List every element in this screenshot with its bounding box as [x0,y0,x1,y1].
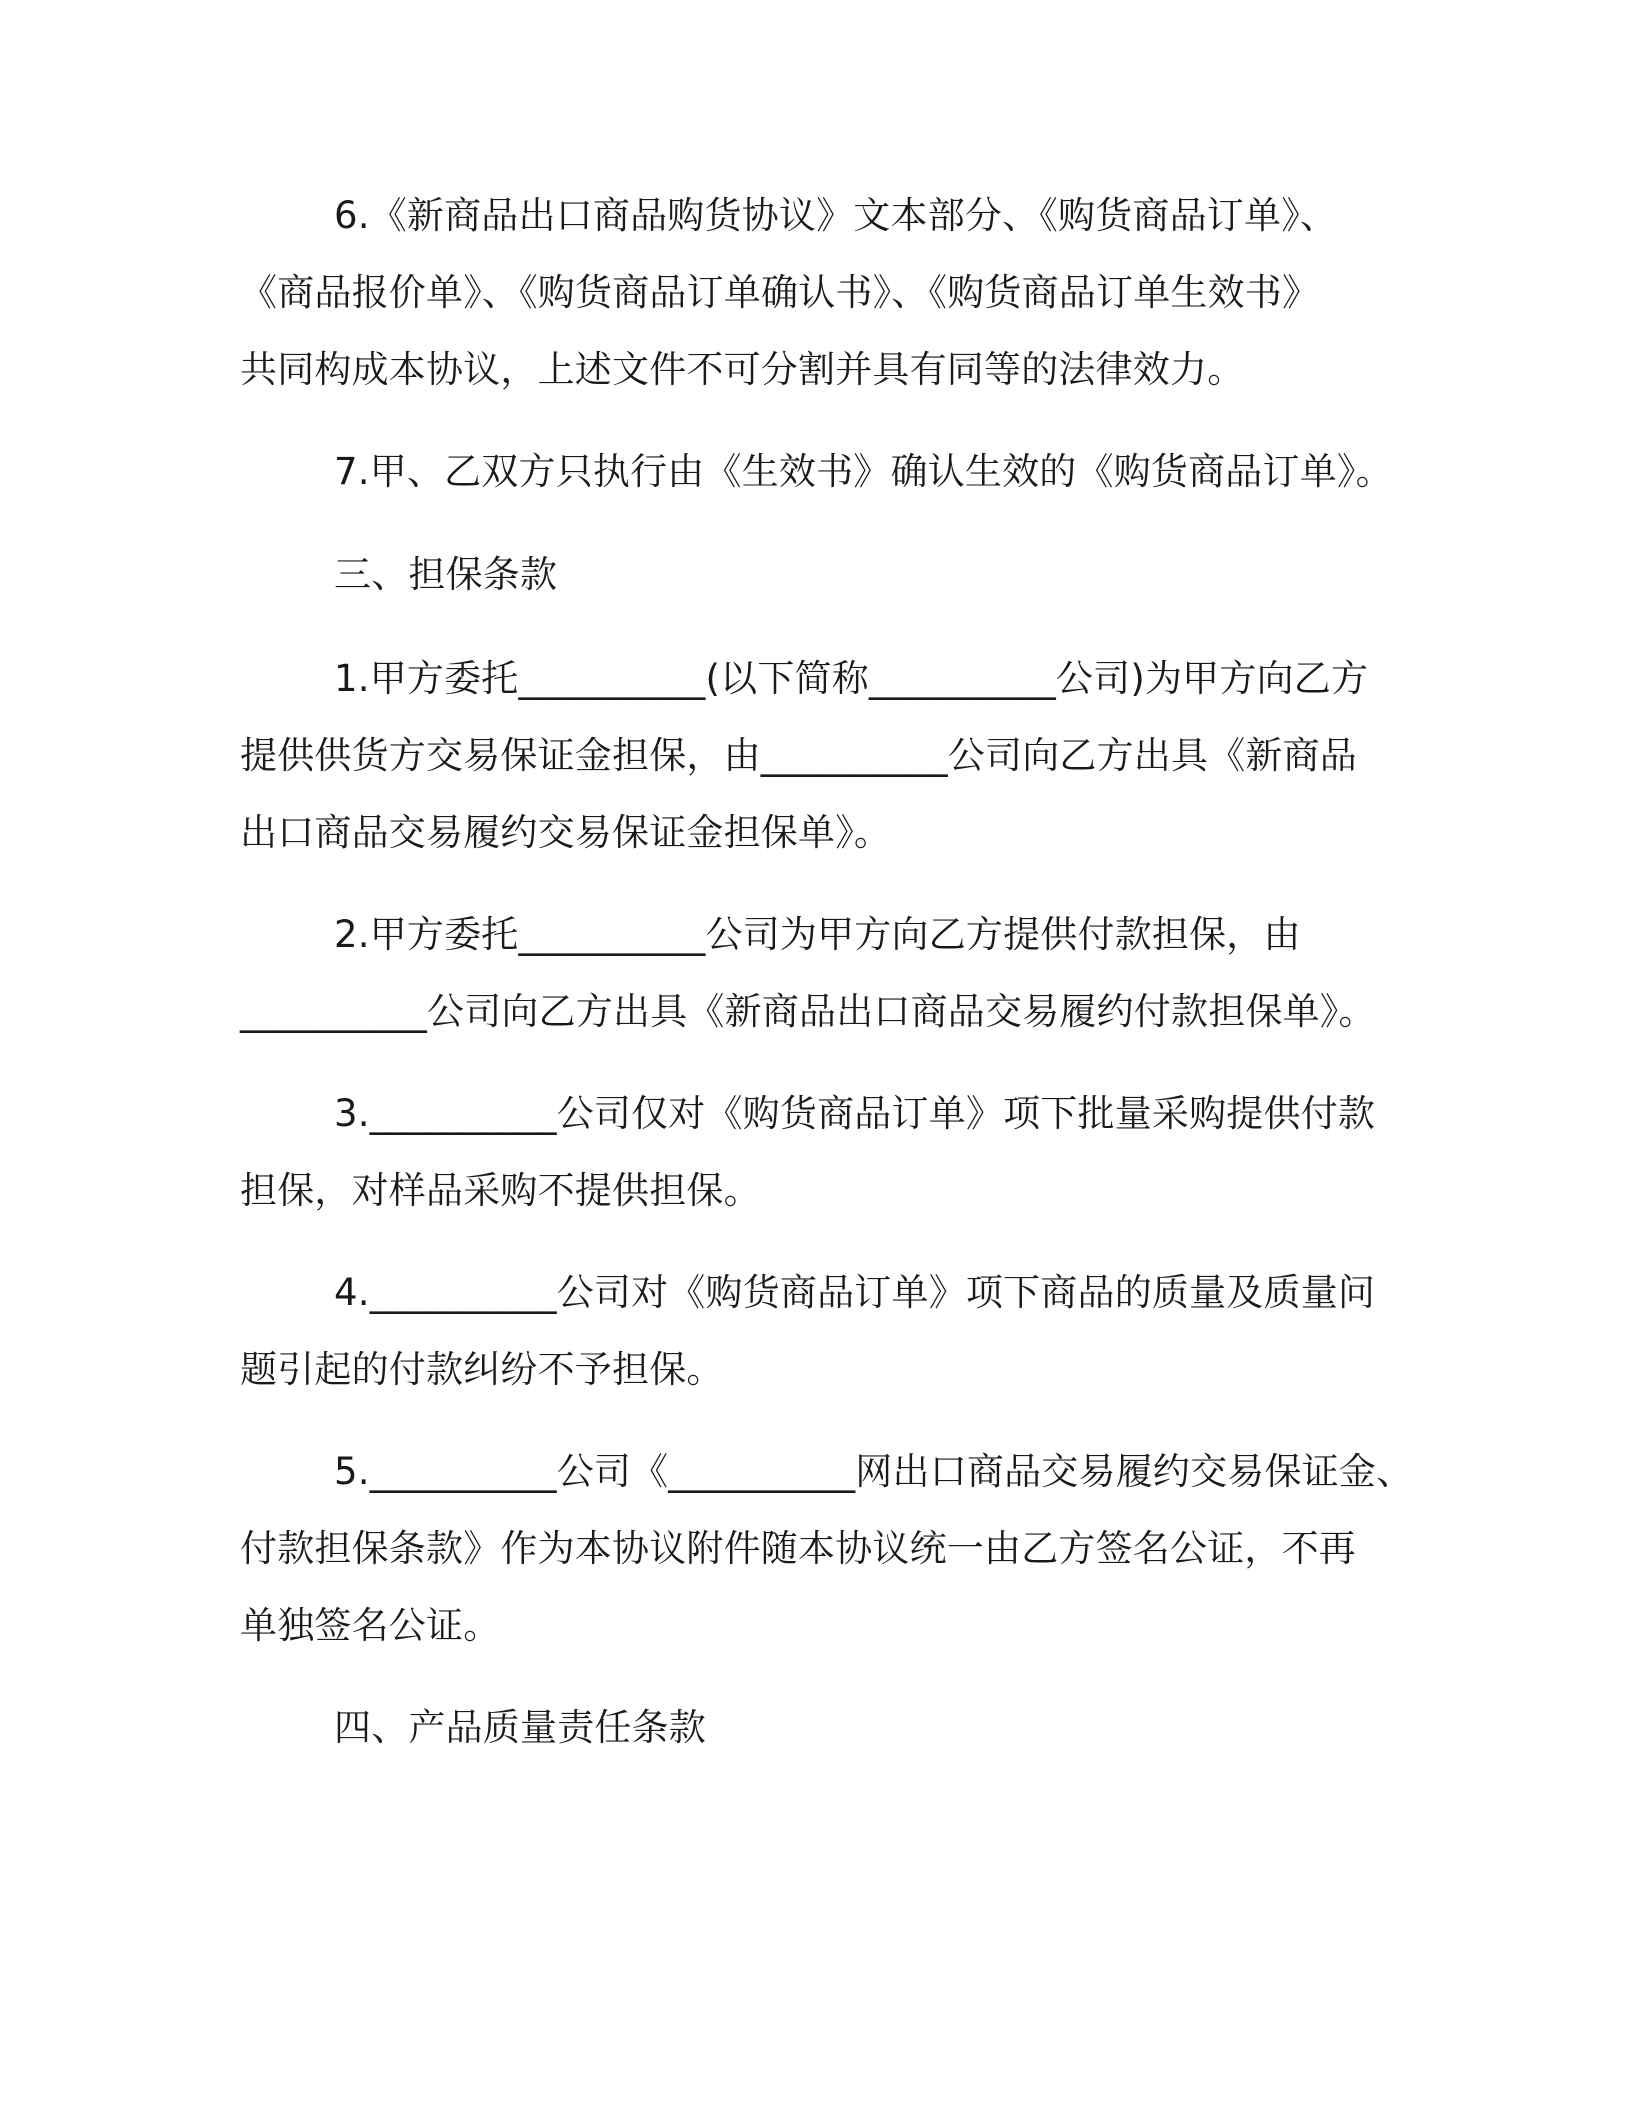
guarantee-clause-5-line-1: 5.__________公司《__________网出口商品交易履约交易保证金、 [334,1450,1414,1493]
paragraph-6-line-3: 共同构成本协议，上述文件不可分割并具有同等的法律效力。 [240,348,1245,391]
paragraph-7-line-1: 7.甲、乙双方只执行由《生效书》确认生效的《购货商品订单》。 [334,450,1393,493]
section-heading-quality: 四、产品质量责任条款 [334,1706,706,1749]
guarantee-clause-4-line-2: 题引起的付款纠纷不予担保。 [240,1348,724,1391]
paragraph-6-line-1: 6.《新商品出口商品购货协议》文本部分、《购货商品订单》、 [334,194,1338,237]
guarantee-clause-4-line-1: 4.__________公司对《购货商品订单》项下商品的质量及质量问 [334,1271,1376,1314]
guarantee-clause-5-line-2: 付款担保条款》作为本协议附件随本协议统一由乙方签名公证，不再 [240,1527,1356,1570]
guarantee-clause-1-line-3: 出口商品交易履约交易保证金担保单》。 [240,811,892,854]
guarantee-clause-2-line-2: __________公司向乙方出具《新商品出口商品交易履约付款担保单》。 [240,990,1376,1033]
guarantee-clause-1-line-1: 1.甲方委托__________(以下简称__________公司)为甲方向乙方 [334,657,1369,700]
guarantee-clause-3-line-2: 担保，对样品采购不提供担保。 [240,1169,761,1212]
guarantee-clause-1-line-2: 提供供货方交易保证金担保，由__________公司向乙方出具《新商品 [240,734,1357,777]
guarantee-clause-2-line-1: 2.甲方委托__________公司为甲方向乙方提供付款担保，由 [334,913,1301,956]
guarantee-clause-3-line-1: 3.__________公司仅对《购货商品订单》项下批量采购提供付款 [334,1092,1376,1135]
guarantee-clause-5-line-3: 单独签名公证。 [240,1604,501,1647]
paragraph-6-line-2: 《商品报价单》、《购货商品订单确认书》、《购货商品订单生效书》 [240,271,1320,314]
section-heading-guarantee: 三、担保条款 [334,553,558,596]
